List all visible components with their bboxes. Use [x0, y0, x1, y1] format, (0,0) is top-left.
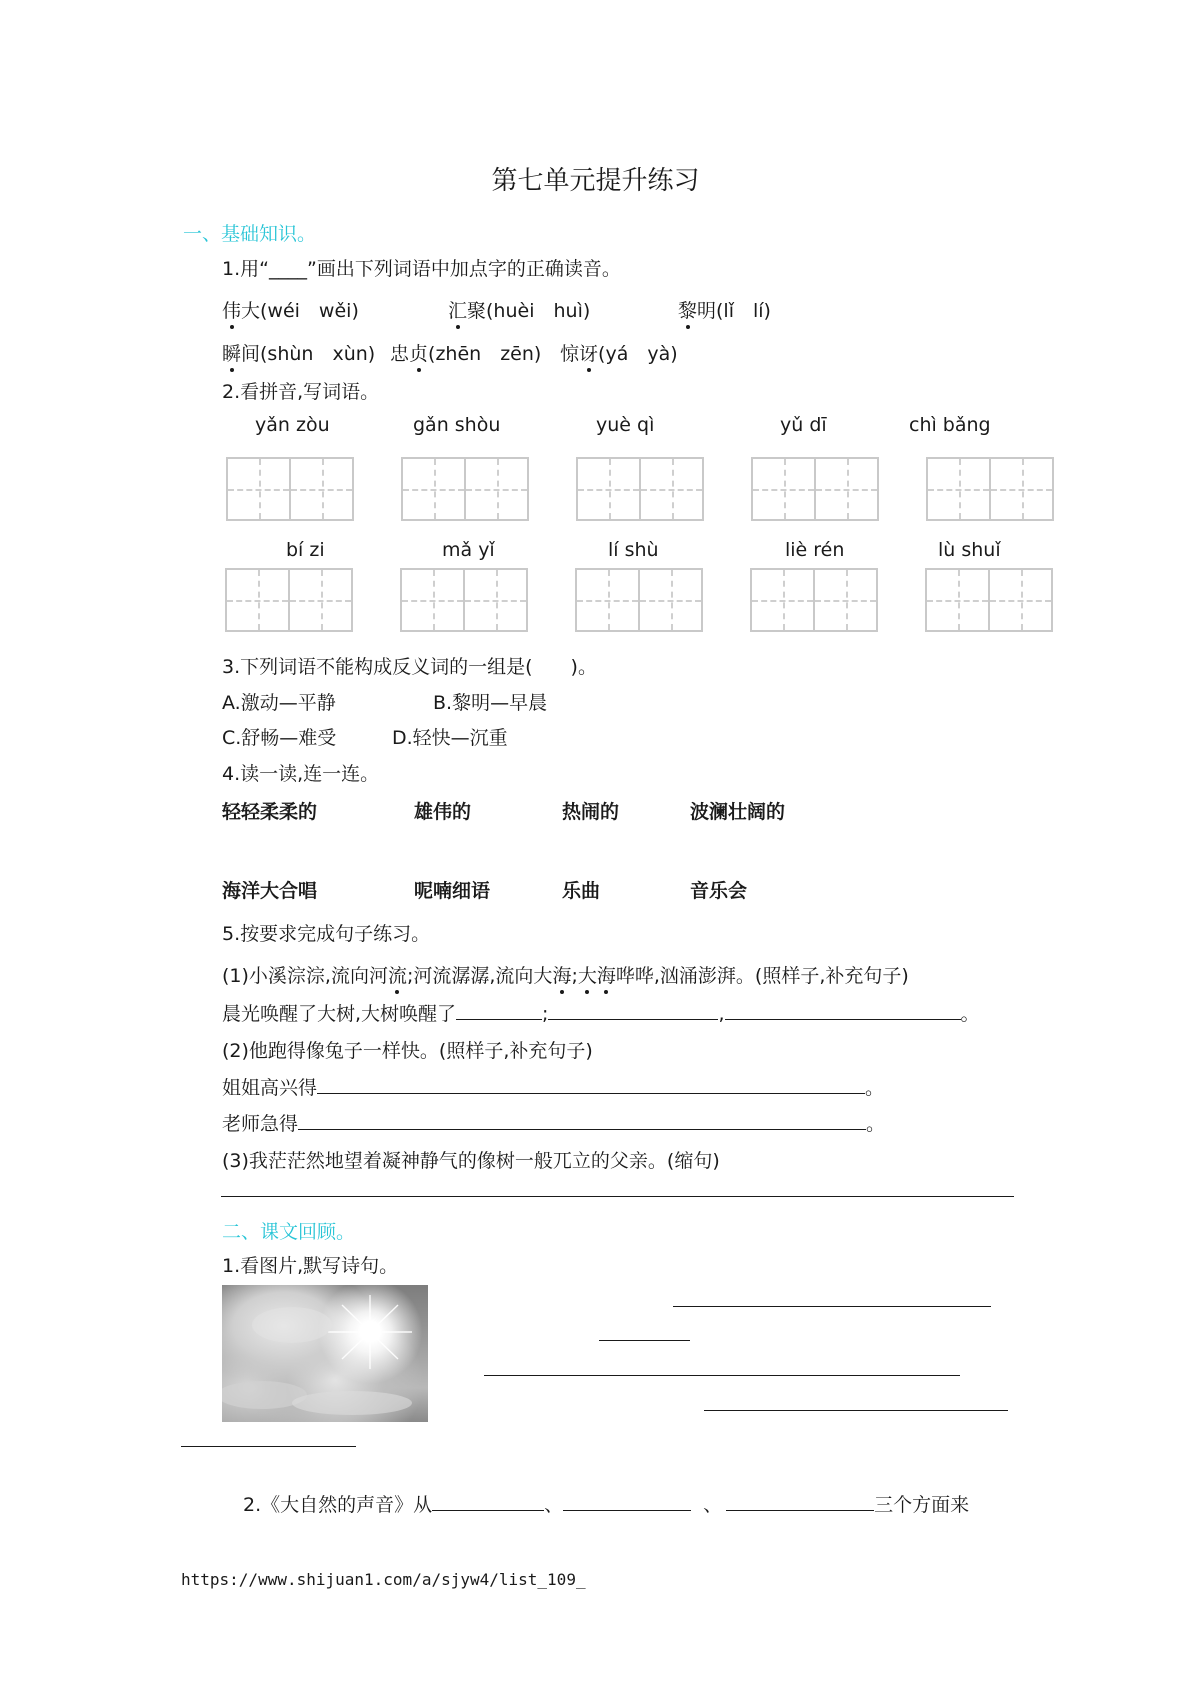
section-heading-basics: 一、基础知识。 [183, 223, 317, 245]
answer-blank[interactable] [317, 1092, 865, 1094]
sun-icon [222, 1285, 428, 1422]
q1-item-1: 伟大(wéi wěi) [222, 296, 359, 323]
pinyin-label: yǔ dī [780, 414, 827, 436]
writing-grid[interactable] [750, 568, 878, 632]
q1-prompt: 1.用“____”画出下列词语中加点字的正确读音。 [222, 258, 621, 280]
writing-grid[interactable] [576, 457, 704, 521]
q5-sentence-3: (3)我茫茫然地望着凝神静气的像树一般兀立的父亲。(缩句) [222, 1150, 720, 1172]
dotted-char: 海 [597, 961, 616, 988]
poem-line[interactable] [599, 1340, 690, 1341]
writing-grid[interactable] [226, 457, 354, 521]
match-top-item[interactable]: 轻轻柔柔的 [222, 801, 318, 823]
sky-clouds-picture [222, 1285, 428, 1422]
q5-sentence-1: (1)小溪淙淙,流向河流;河流潺潺,流向大海;大海哗哗,汹涌澎湃。(照样子,补充句子) [222, 961, 909, 988]
dotted-char: 大 [578, 961, 597, 988]
writing-grid[interactable] [225, 568, 353, 632]
answer-blank[interactable] [563, 1509, 691, 1511]
answer-blank[interactable] [456, 1018, 542, 1020]
answer-blank[interactable] [548, 1018, 718, 1020]
answer-line[interactable] [221, 1196, 1014, 1197]
page-title: 第七单元提升练习 [491, 166, 700, 196]
pinyin-label: chì bǎng [909, 414, 991, 436]
pinyin-label: lù shuǐ [938, 539, 1001, 561]
q3-option-d: D.轻快—沉重 [392, 727, 508, 749]
q3-prompt: 3.下列词语不能构成反义词的一组是( )。 [222, 656, 597, 678]
pinyin-label: yǎn zòu [255, 414, 330, 436]
q1-item-4: 瞬间(shùn xùn) [222, 339, 375, 366]
q3-option-c: C.舒畅—难受 [222, 727, 337, 749]
q1-item-3: 黎明(lǐ lí) [678, 296, 771, 323]
s2-q1-prompt: 1.看图片,默写诗句。 [222, 1255, 399, 1277]
q5-prompt: 5.按要求完成句子练习。 [222, 923, 431, 945]
dotted-char: 汇 [448, 296, 467, 323]
q2-prompt: 2.看拼音,写词语。 [222, 381, 380, 403]
match-top-item[interactable]: 雄伟的 [414, 801, 472, 823]
q5-sentence-2: (2)他跑得像兔子一样快。(照样子,补充句子) [222, 1040, 593, 1062]
answer-blank[interactable] [725, 1018, 961, 1020]
writing-grid[interactable] [925, 568, 1053, 632]
poem-line[interactable] [181, 1446, 356, 1447]
writing-grid[interactable] [401, 457, 529, 521]
dotted-char: 讶 [579, 339, 598, 366]
writing-grid[interactable] [400, 568, 528, 632]
poem-line[interactable] [704, 1410, 1008, 1411]
pinyin-label: liè rén [785, 539, 845, 561]
q5-fill-3: 老师急得 。 [222, 1113, 886, 1135]
match-top-item[interactable]: 波澜壮阔的 [690, 801, 786, 823]
pinyin-label: yuè qì [596, 414, 655, 436]
q1-item-6: 惊讶(yá yà) [560, 339, 678, 366]
match-bottom-item[interactable]: 海洋大合唱 [222, 880, 318, 902]
dotted-char: 海 [552, 961, 571, 988]
q1-item-5: 忠贞(zhēn zēn) [390, 339, 541, 366]
dotted-char: 贞 [409, 339, 428, 366]
answer-blank[interactable] [432, 1509, 544, 1511]
dotted-char: 伟 [222, 296, 241, 323]
answer-blank[interactable] [298, 1128, 866, 1130]
footer-url[interactable]: https://www.shijuan1.com/a/sjyw4/list_109_ [181, 1570, 586, 1589]
match-bottom-item[interactable]: 音乐会 [690, 880, 748, 902]
writing-grid[interactable] [926, 457, 1054, 521]
q5-fill-1: 晨光唤醒了大树,大树唤醒了 ; , 。 [222, 1003, 980, 1025]
dotted-char: 黎 [678, 296, 697, 323]
q4-prompt: 4.读一读,连一连。 [222, 763, 380, 785]
match-top-item[interactable]: 热闹的 [562, 801, 620, 823]
pinyin-label: mǎ yǐ [442, 539, 495, 561]
pinyin-label: lí shù [608, 539, 659, 561]
pinyin-label: gǎn shòu [413, 414, 501, 436]
dotted-char: 流 [388, 961, 407, 988]
q3-option-b: B.黎明—早晨 [433, 692, 548, 714]
pinyin-label: bí zi [286, 539, 325, 561]
writing-grid[interactable] [575, 568, 703, 632]
dotted-char: 瞬 [222, 339, 241, 366]
poem-line[interactable] [673, 1306, 991, 1307]
q3-option-a: A.激动—平静 [222, 692, 336, 714]
writing-grid[interactable] [751, 457, 879, 521]
poem-line[interactable] [484, 1375, 960, 1376]
match-bottom-item[interactable]: 乐曲 [562, 880, 601, 902]
q5-fill-2: 姐姐高兴得 。 [222, 1077, 885, 1099]
answer-blank[interactable] [726, 1509, 874, 1511]
section-heading-review: 二、课文回顾。 [222, 1221, 356, 1243]
s2-q2: 2.《大自然的声音》从 、 、 三个方面来 [243, 1494, 970, 1516]
match-bottom-item[interactable]: 呢喃细语 [414, 880, 491, 902]
q1-item-2: 汇聚(huèi huì) [448, 296, 590, 323]
